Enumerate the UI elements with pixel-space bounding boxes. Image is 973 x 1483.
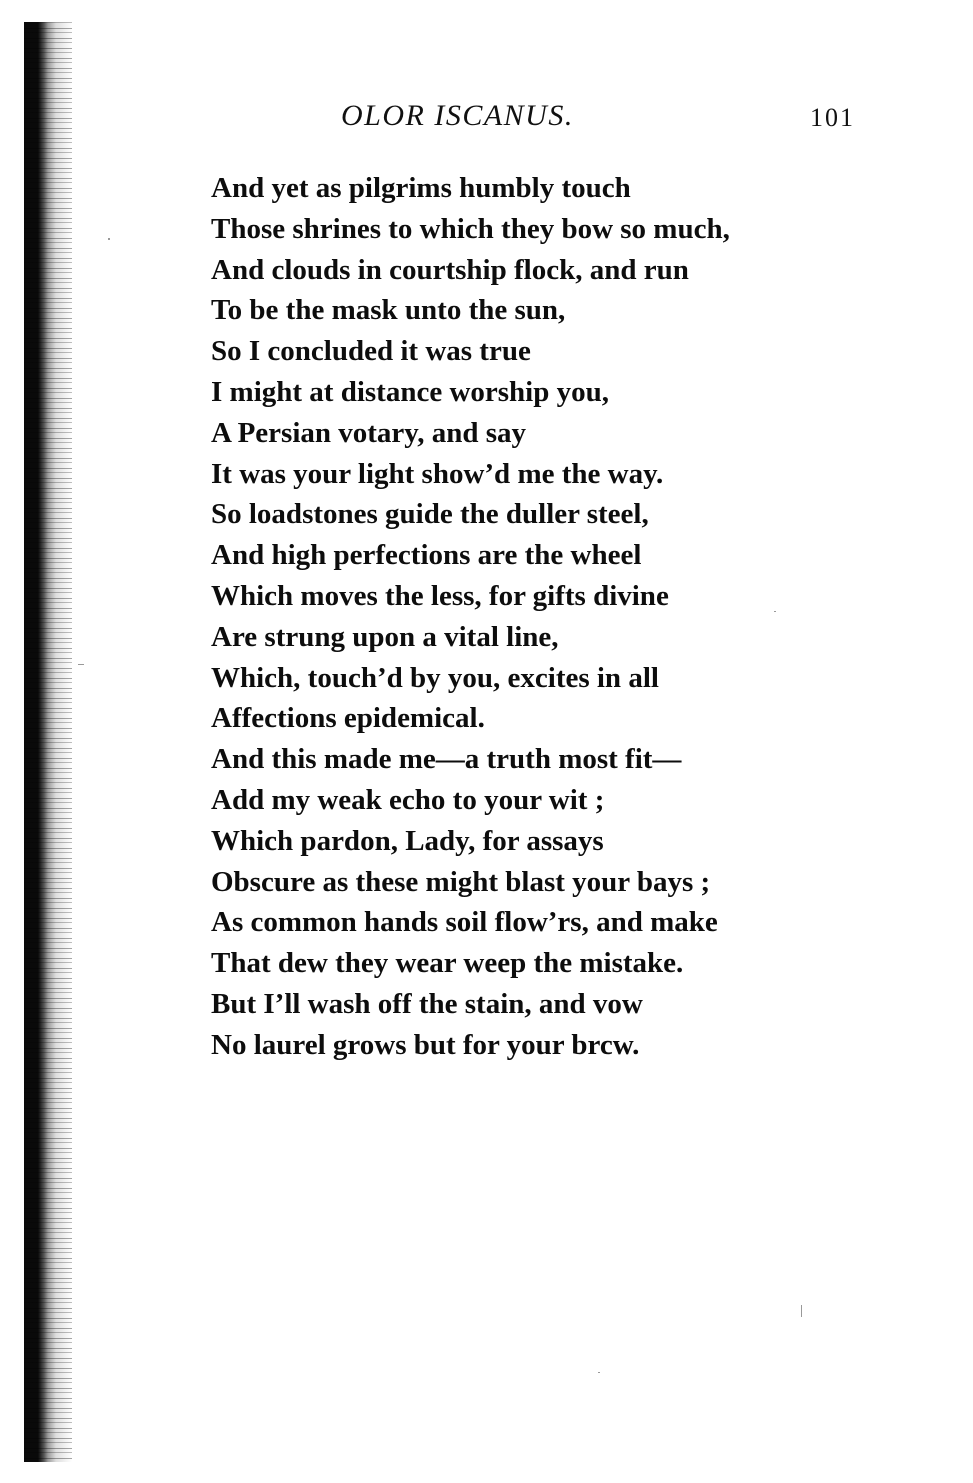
poem-line: So loadstones guide the duller steel, (211, 498, 649, 531)
poem-line: Are strung upon a vital line, (211, 620, 559, 653)
poem-line: As common hands soil flow’rs, and make (211, 906, 718, 939)
poem-line: I might at distance worship you, (211, 375, 609, 408)
poem-line: Obscure as these might blast your bays ; (211, 865, 711, 898)
poem-line: That dew they wear weep the mistake. (211, 947, 684, 980)
scan-speck (774, 611, 776, 612)
scan-speck (108, 238, 110, 240)
poem-line: Which moves the less, for gifts divine (211, 579, 669, 612)
poem-line: A Persian votary, and say (211, 416, 526, 449)
running-title: OLOR ISCANUS. (341, 99, 574, 132)
poem-line: Those shrines to which they bow so much, (211, 212, 730, 245)
running-head (0, 96, 973, 136)
scan-speck (801, 1305, 802, 1317)
poem-line: It was your light show’d me the way. (211, 457, 664, 490)
poem-line: To be the mask unto the sun, (211, 294, 566, 327)
poem-line: Add my weak echo to your wit ; (211, 783, 605, 816)
poem-line: Which pardon, Lady, for assays (211, 824, 604, 857)
poem-line: So I concluded it was true (211, 335, 531, 368)
poem-text (211, 168, 911, 1066)
poem-line: No laurel grows but for your brcw. (211, 1028, 640, 1061)
poem-line: And this made me—a truth most fit— (211, 743, 682, 776)
poem-line: But I’ll wash off the stain, and vow (211, 987, 643, 1020)
poem-line: Which, touch’d by you, excites in all (211, 661, 659, 694)
scan-speck (598, 1372, 600, 1373)
poem-line: And high perfections are the wheel (211, 539, 642, 572)
poem-line: Affections epidemical. (211, 702, 485, 735)
poem-line: And yet as pilgrims humbly touch (211, 172, 631, 204)
page-number: 101 (810, 103, 855, 132)
scanned-binding-edge (24, 22, 72, 1462)
poem-line: And clouds in courtship flock, and run (211, 253, 689, 286)
scan-speck (78, 664, 84, 665)
